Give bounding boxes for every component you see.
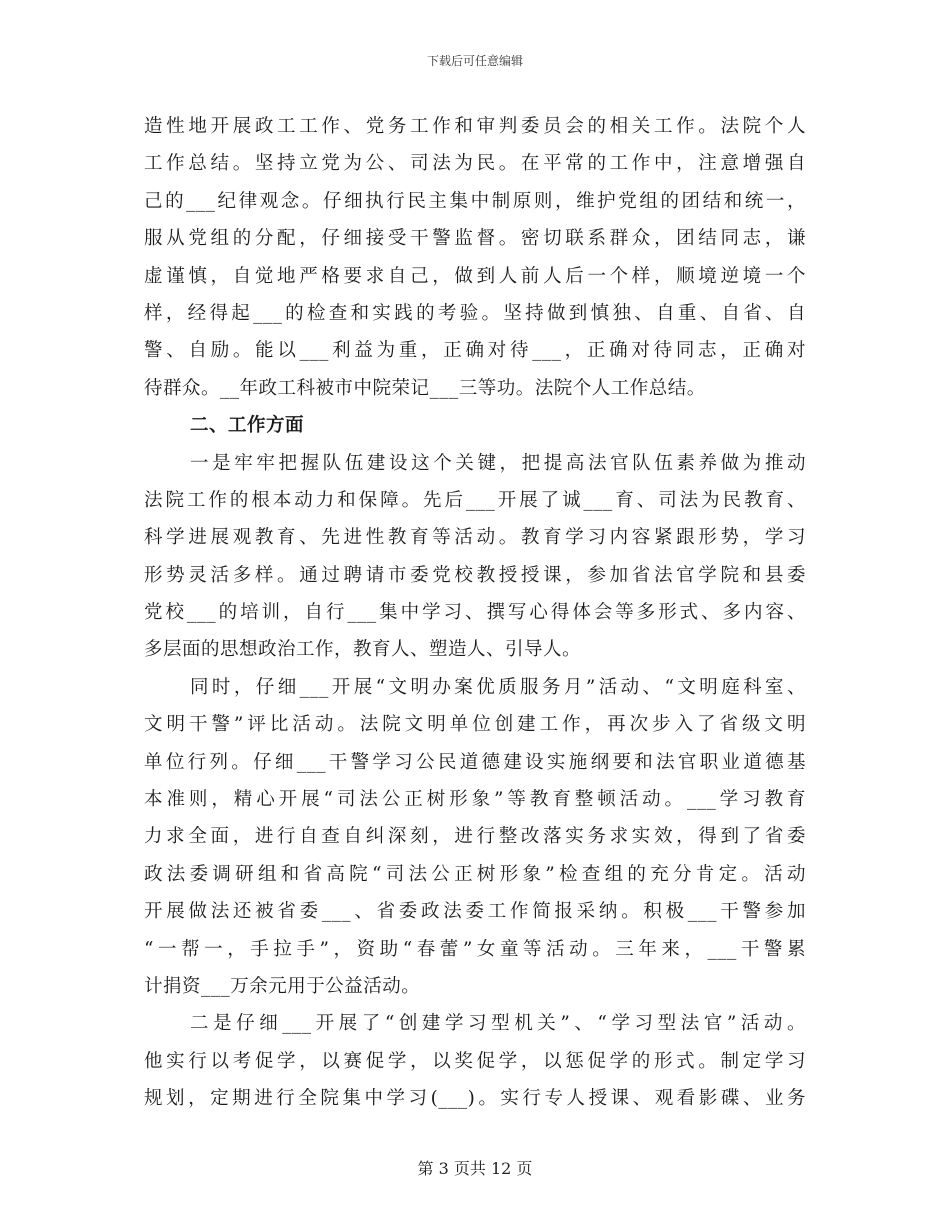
text-line: 工作总结。坚持立党为公、司法为民。在平常的工作中，注意增强自 — [144, 153, 806, 175]
text-line: 计捐资___万余元用于公益活动。 — [144, 975, 421, 997]
text-line: 一是牢牢把握队伍建设这个关键，把提高法官队伍素养做为推动 — [190, 452, 806, 474]
text-line: 他实行以考促学，以赛促学，以奖促学，以惩促学的形式。制定学习 — [144, 1050, 806, 1072]
text-line: 二是仔细___开展了“创建学习型机关”、“学习型法官”活动。 — [190, 1013, 806, 1035]
text-line: 文明干警”评比活动。法院文明单位创建工作，再次步入了省级文明 — [144, 714, 806, 736]
text-line: 政法委调研组和省高院“司法公正树形象”检查组的充分肯定。活动 — [144, 863, 806, 885]
text-line: 开展做法还被省委___、省委政法委工作简报采纳。积极___干警参加 — [144, 901, 806, 923]
text-line: 形势灵活多样。通过聘请市委党校教授授课，参加省法官学院和县委 — [144, 564, 806, 586]
text-line: “一帮一，手拉手”，资助“春蕾”女童等活动。三年来，___干警累 — [144, 938, 806, 960]
text-line: 本准则，精心开展“司法公正树形象”等教育整顿活动。___学习教育 — [144, 789, 806, 811]
section-heading: 二、工作方面 — [190, 415, 305, 437]
text-line: 待群众。__年政工科被市中院荣记___三等功。法院个人工作总结。 — [144, 377, 706, 399]
text-line: 造性地开展政工工作、党务工作和审判委员会的相关工作。法院个人 — [144, 116, 806, 137]
text-line: 同时，仔细___开展“文明办案优质服务月”活动、“文明庭科室、 — [190, 676, 806, 698]
text-line: 己的___纪律观念。仔细执行民主集中制原则，维护党组的团结和统一， — [144, 190, 806, 212]
page-number: 第 3 页共 12 页 — [417, 1159, 533, 1178]
text-line: 单位行列。仔细___干警学习公民道德建设实施纲要和法官职业道德基 — [144, 751, 806, 773]
text-line: 力求全面，进行自查自纠深刻，进行整改落实务求实效，得到了省委 — [144, 826, 806, 848]
text-line: 党校___的培训，自行___集中学习、撰写心得体会等多形式、多内容、 — [144, 602, 806, 624]
text-line: 规划，定期进行全院集中学习(___)。实行专人授课、观看影碟、业务 — [144, 1088, 806, 1110]
text-line: 警、自励。能以___利益为重，正确对待___，正确对待同志，正确对 — [144, 340, 806, 362]
text-line: 科学进展观教育、先进性教育等活动。教育学习内容紧跟形势，学习 — [144, 527, 806, 549]
text-line: 法院工作的根本动力和保障。先后___开展了诚___育、司法为民教育、 — [144, 489, 806, 511]
text-line: 多层面的思想政治工作，教育人、塑造人、引导人。 — [144, 639, 582, 661]
text-line: 虚谨慎，自觉地严格要求自己，做到人前人后一个样，顺境逆境一个 — [144, 265, 806, 287]
text-line: 服从党组的分配，仔细接受干警监督。密切联系群众，团结同志，谦 — [144, 228, 806, 250]
document-body — [144, 108, 806, 1118]
page-header: 下载后可任意编辑 — [426, 54, 523, 68]
text-line: 样，经得起___的检查和实践的考验。坚持做到慎独、自重、自省、自 — [144, 302, 806, 324]
